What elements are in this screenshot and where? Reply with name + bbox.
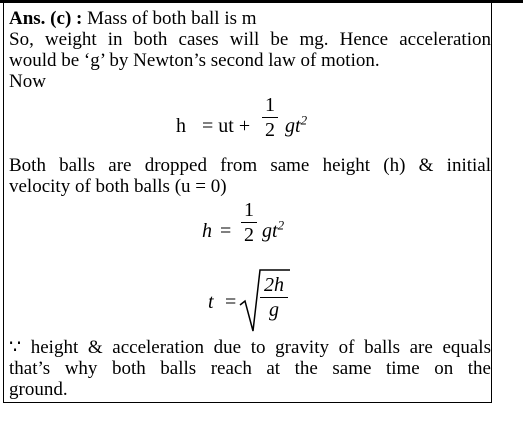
text-line-3: Now [9,71,46,92]
eq1-numerator: 1 [265,94,275,116]
eq2-denominator: 2 [244,224,254,246]
answer-label: Ans. (c) : [9,8,83,29]
text-line-4: Both balls are dropped from same height (h) & initial [9,155,491,176]
eq3-fraction-bar [260,297,288,298]
eq2-fraction [241,200,257,245]
eq1-fraction [262,95,278,140]
eq3-operator: = [225,291,237,313]
text-line-8: ground. [9,379,68,400]
text-line-1: So, weight in both cases will be mg. Hence acceleration [9,29,491,50]
eq3-numerator: 2h [264,274,284,296]
eq1-operator: = ut + [202,115,251,137]
eq2-operator: = [220,220,232,242]
text-line-5: velocity of both balls (u = 0) [9,176,227,197]
eq2-numerator: 1 [244,199,254,221]
answer-box [3,3,492,403]
text-line-7: that’s why both balls reach at the same time on the [9,358,491,379]
eq1-lhs: h [176,115,186,137]
text-line-6: ∵ height & acceleration due to gravity of balls are equals [9,337,491,358]
eq1-fraction-bar [262,117,278,118]
eq2-lhs: h [202,220,212,242]
eq1-denominator: 2 [265,119,275,141]
eq3-lhs: t [208,291,214,313]
answer-heading [9,8,491,30]
eq1-exponent: 2 [300,112,308,128]
eq3-denominator: g [269,299,279,321]
eq2-rhs: $gt^2$ [262,217,285,242]
eq1-rhs: $gt^2$ [285,112,308,137]
eq2-exponent: 2 [277,217,285,233]
answer-text: Mass of both ball is m [82,8,257,29]
text-line-2: would be ‘g’ by Newton’s second law of motion. [9,50,380,71]
eq3-fraction [260,275,288,320]
eq2-fraction-bar [241,222,257,223]
